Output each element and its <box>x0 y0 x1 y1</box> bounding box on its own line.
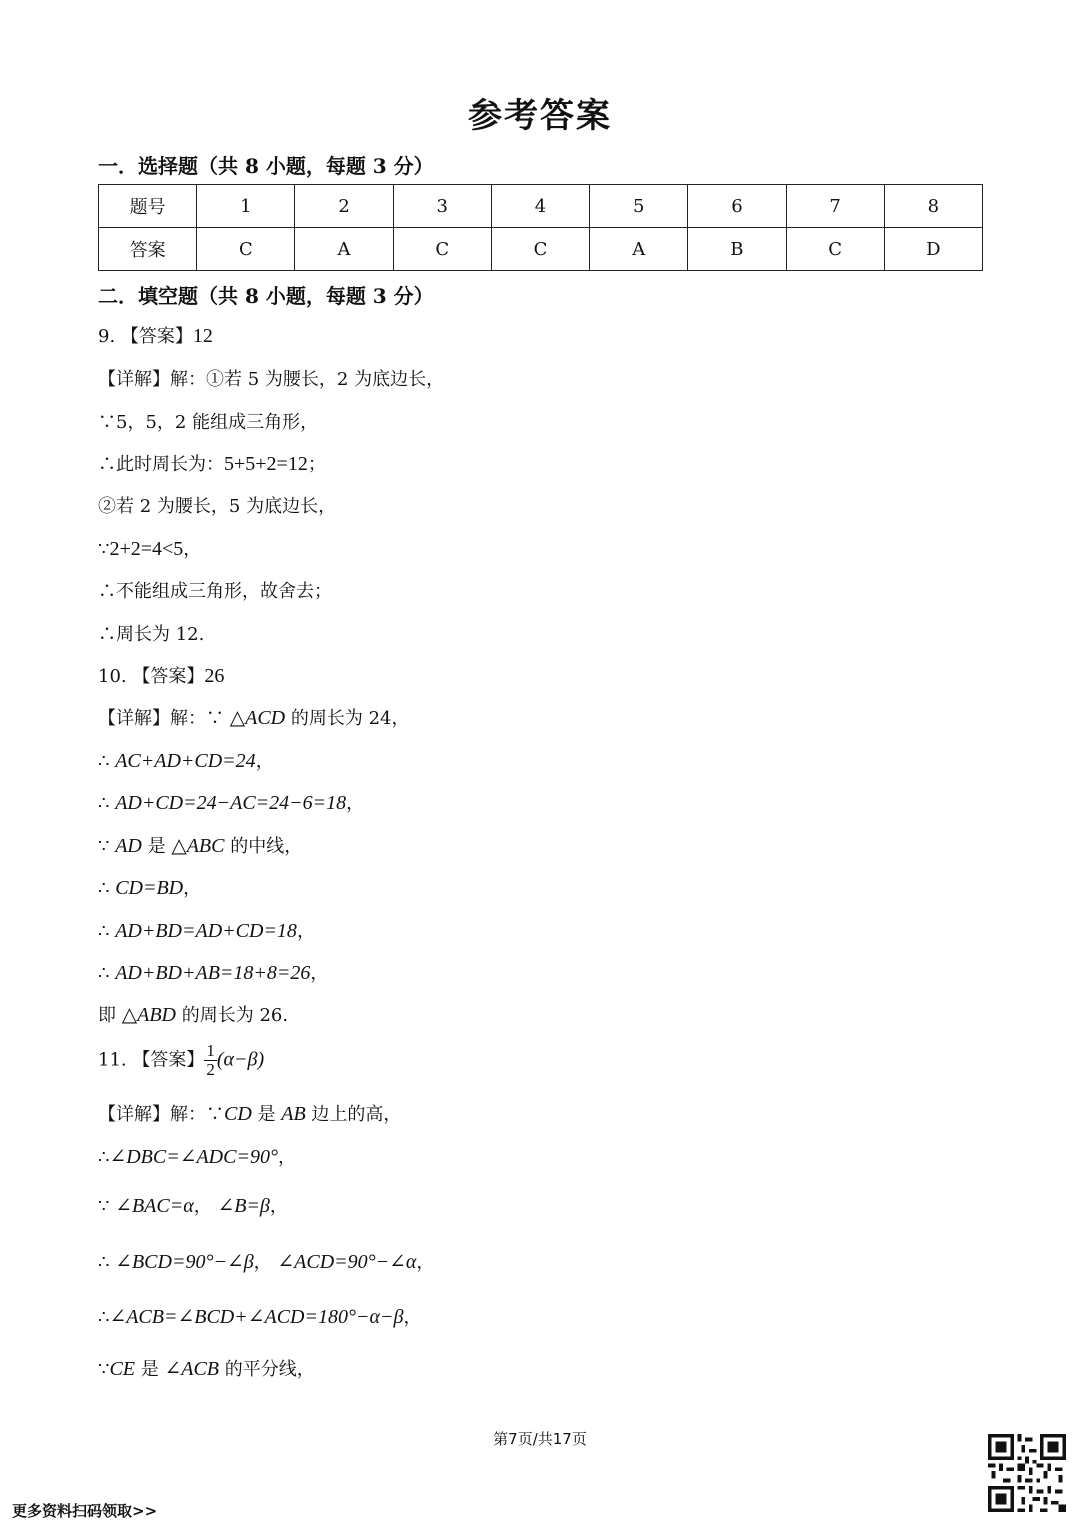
table-cell: A <box>590 228 688 271</box>
q11-detail-1: 【详解】解：∵CD 是 AB 边上的高， <box>98 1103 402 1125</box>
table-cell: 4 <box>491 185 589 228</box>
table-cell: A <box>295 228 393 271</box>
q11-detail-5: ∴∠ACB=∠BCD+∠ACD=180°−α−β， <box>98 1306 422 1328</box>
q9-detail-2: ∵5，5，2 能组成三角形， <box>98 412 319 433</box>
page-number: 第7页/共17页 <box>493 1430 587 1448</box>
q11-answer-line: 11. 【答案】 $\frac{1}{2}$ (α−β) <box>98 1041 265 1079</box>
q10-answer-line: 10. 【答案】26 <box>98 665 225 687</box>
q11-detail-3: ∵ ∠BAC=α， ∠B=β， <box>98 1195 288 1217</box>
q9-detail-5: ∵2+2=4<5， <box>98 538 202 560</box>
q10-detail-8: 即 △ABD 的周长为 26. <box>98 1004 289 1026</box>
table-cell: D <box>884 228 982 271</box>
q11-detail-2: ∴∠DBC=∠ADC=90°， <box>98 1146 296 1168</box>
q9-detail-3: ∴此时周长为：5+5+2=12； <box>98 453 326 475</box>
q10-detail-3: ∴ AD+CD=24−AC=24−6=18， <box>98 792 365 814</box>
q9-detail-6: ∴不能组成三角形，故舍去； <box>98 581 332 602</box>
page-title: 参考答案 <box>468 96 612 136</box>
table-row-numbers <box>99 185 983 228</box>
table-cell: 3 <box>393 185 491 228</box>
table-cell: 8 <box>884 185 982 228</box>
table-cell: C <box>491 228 589 271</box>
table-cell: B <box>688 228 786 271</box>
q9-detail-7: ∴周长为 12. <box>98 624 205 645</box>
q11-detail-6: ∵CE 是 ∠ACB 的平分线， <box>98 1358 315 1380</box>
q10-detail-6: ∴ AD+BD=AD+CD=18， <box>98 920 315 942</box>
table-cell: 7 <box>786 185 884 228</box>
q9-detail-1: 【详解】解：①若 5 为腰长，2 为底边长， <box>98 369 445 390</box>
table-cell: C <box>786 228 884 271</box>
section-heading-fill: 二．填空题（共 8 小题，每题 3 分） <box>98 284 434 308</box>
table-cell: 1 <box>197 185 295 228</box>
q10-detail-5: ∴ CD=BD， <box>98 877 202 899</box>
table-row-answers <box>99 228 983 271</box>
q10-detail-4: ∵ AD 是 △ABC 的中线， <box>98 835 303 857</box>
q9-detail-4: ②若 2 为腰长，5 为底边长， <box>98 496 337 517</box>
q10-detail-2: ∴ AC+AD+CD=24， <box>98 750 274 772</box>
table-header-cell: 题号 <box>99 185 197 228</box>
table-cell: 6 <box>688 185 786 228</box>
answer-table <box>98 184 983 271</box>
table-cell: 5 <box>590 185 688 228</box>
q10-detail-7: ∴ AD+BD+AB=18+8=26， <box>98 962 329 984</box>
more-resources-link[interactable]: 更多资料扫码领取>> <box>12 1502 158 1520</box>
table-cell: 2 <box>295 185 393 228</box>
table-cell: C <box>197 228 295 271</box>
table-cell: C <box>393 228 491 271</box>
q9-answer-line: 9. 【答案】12 <box>98 325 213 347</box>
qr-code-icon <box>988 1434 1066 1512</box>
table-header-cell: 答案 <box>99 228 197 271</box>
section-heading-choice: 一．选择题（共 8 小题，每题 3 分） <box>98 154 434 178</box>
q11-detail-4: ∴ ∠BCD=90°−∠β， ∠ACD=90°−∠α， <box>98 1251 435 1273</box>
q10-detail-1: 【详解】解：∵ △ACD 的周长为 24， <box>98 707 410 729</box>
fraction: $\frac{1}{2}$ <box>206 1041 215 1079</box>
